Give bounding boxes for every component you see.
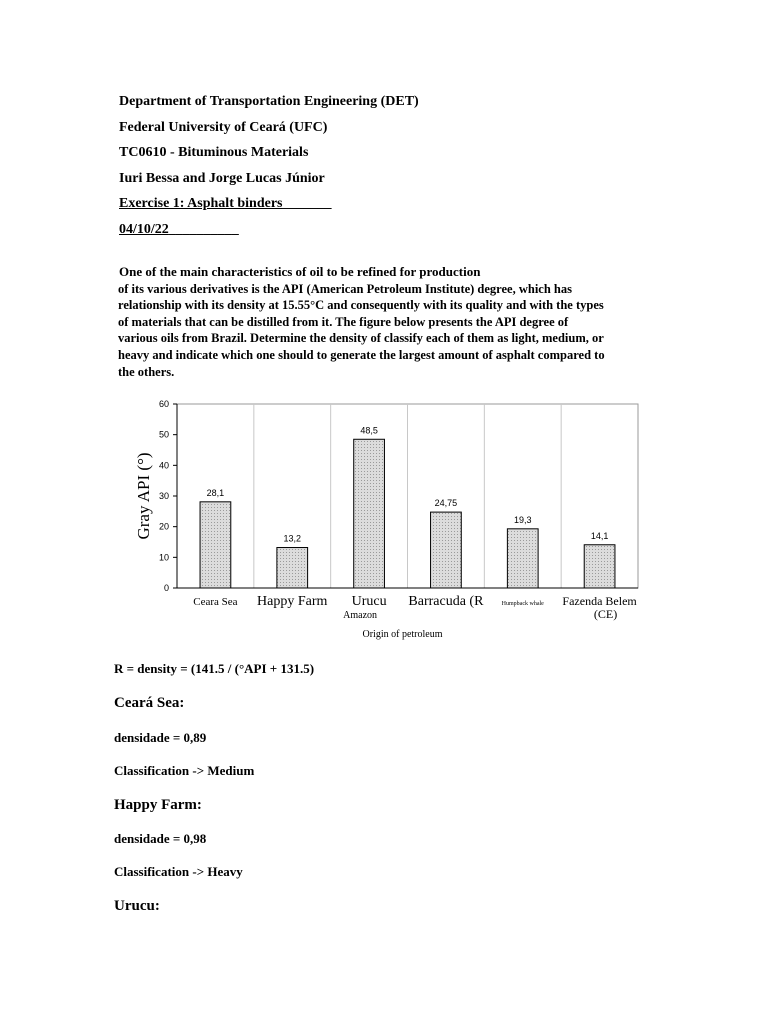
bar: [277, 548, 308, 588]
category-label: Barracuda (R: [408, 594, 484, 609]
exercise-line: [119, 196, 331, 212]
category-sublabel: (CE): [593, 607, 618, 621]
y-tick-label: 50: [158, 429, 169, 440]
bar: [584, 545, 615, 588]
formula-line: R = density = (141.5 / (°API + 131.5): [114, 661, 315, 676]
section-title-urucu: Urucu:: [114, 898, 160, 914]
category-label: Humpback whale: [501, 601, 544, 607]
intro-body: of its various derivatives is the API (American Petroleum Institute) degree, which has relationship with its density at 15.55°C and consequently with its quality and with the types of materials that can be distilled from it. The figure below presents the API degree of various oils from Brazil. Determine the density of classify each of them as light, medium, or heavy and indicate which one should to generate the largest amount of asphalt compared to the others.: [118, 281, 605, 379]
category-label: Happy Farm: [257, 594, 328, 609]
bar: [200, 502, 231, 588]
intro-paragraph: [118, 264, 608, 380]
y-tick-label: 10: [158, 552, 169, 563]
course-line: TC0610 - Bituminous Materials: [119, 145, 309, 160]
authors-line: Iuri Bessa and Jorge Lucas Júnior: [119, 171, 325, 186]
exercise-underline: _______: [282, 196, 332, 211]
category-label: Urucu: [351, 594, 387, 609]
category-sublabel: Amazon: [343, 610, 378, 621]
section-title-ceara: Ceará Sea:: [114, 695, 185, 711]
bar-data-label: 28,1: [206, 487, 225, 498]
category-label: Fazenda Belem: [562, 594, 637, 608]
bar-data-label: 48,5: [360, 425, 378, 436]
section-title-happy-farm: Happy Farm:: [114, 797, 202, 813]
category-label: Ceara Sea: [193, 596, 238, 608]
exercise-title: Exercise 1: Asphalt binders: [119, 196, 283, 211]
date-value: 04/10/22: [119, 222, 169, 237]
bar: [507, 529, 538, 588]
university-line: Federal University of Ceará (UFC): [119, 120, 328, 135]
bar: [431, 512, 462, 588]
department-line: Department of Transportation Engineering (DET): [119, 94, 419, 109]
date-underline: __________: [168, 222, 239, 237]
bar-data-label: 14,1: [590, 530, 609, 541]
api-degree-bar-chart: [130, 396, 650, 644]
bar-data-label: 24,75: [434, 498, 458, 509]
x-axis-title: Origin of petroleum: [362, 629, 443, 640]
bar: [354, 439, 385, 588]
y-tick-label: 40: [158, 460, 169, 471]
y-tick-label: 20: [158, 521, 169, 532]
density-ceara: densidade = 0,89: [114, 730, 207, 745]
y-axis-title: Gray API (°): [134, 452, 153, 540]
y-tick-label: 30: [158, 491, 169, 501]
density-happy-farm: densidade = 0,98: [114, 831, 207, 846]
intro-first-line: One of the main characteristics of oil to be refined for production: [119, 264, 481, 279]
classification-happy-farm: Classification -> Heavy: [114, 864, 243, 879]
y-tick-label: 60: [158, 399, 169, 409]
bar-data-label: 19,3: [513, 514, 532, 525]
date-line: [119, 222, 239, 238]
bar-data-label: 13,2: [283, 533, 302, 544]
classification-ceara: Classification -> Medium: [114, 763, 255, 778]
y-tick-label: 0: [163, 583, 169, 593]
